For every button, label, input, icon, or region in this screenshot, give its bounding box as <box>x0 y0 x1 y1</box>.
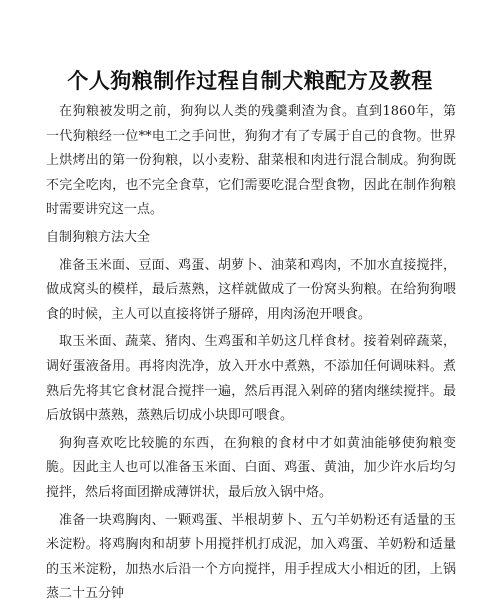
paragraph-method-3: 狗狗喜欢吃比较脆的东西，在狗粮的食材中才如黄油能够使狗粮变脆。因此主人也可以准备玉米面、白面、鸡蛋、黄油，加少许水后均匀搅拌，然后将面团擀成薄饼状，最后放入锅中烙。 <box>46 435 456 500</box>
paragraph-method-1: 准备玉米面、豆面、鸡蛋、胡萝卜、油菜和鸡肉，不加水直接搅拌，做成窝头的模样，最后蒸熟，这样就做成了一份窝头狗粮。在给狗狗喂食的时候，主人可以直接将饼子掰碎，用肉汤泡开喂食。 <box>46 257 456 322</box>
section-heading: 自制狗粮方法大全 <box>46 229 151 245</box>
article-body <box>46 100 456 610</box>
paragraph-method-4: 准备一块鸡胸肉、一颗鸡蛋、半根胡萝卜、五勺羊奶粉还有适量的玉米淀粉。将鸡胸肉和胡萝卜用搅拌机打成泥，加入鸡蛋、羊奶粉和适量的玉米淀粉，加热水后沿一个方向搅拌，用手捏成大小相近的团，上锅蒸二十五分钟 <box>46 512 456 602</box>
paragraph-method-2: 取玉米面、蔬菜、猪肉、生鸡蛋和羊奶这几样食材。接着剁碎蔬菜，调好蛋液备用。再将肉洗净，放入开水中煮熟，不添加任何调味料。煮熟后先将其它食材混合搅拌一遍，然后再混入剁碎的猪肉继续搅拌。最后放锅中蒸熟，蒸熟后切成小块即可喂食。 <box>46 334 456 424</box>
page-title: 个人狗粮制作过程自制犬粮配方及教程 <box>67 69 433 93</box>
paragraph-intro: 在狗粮被发明之前，狗狗以人类的残羹剩渣为食。直到1860年，第一代狗粮经一位**电工之手问世，狗狗才有了专属于自己的食物。世界上烘烤出的第一份狗粮，以小麦粉、甜菜根和肉进行混合制成。狗狗既不完全吃肉，也不完全食草，它们需要吃混合型食物，因此在制作狗粮时需要讲究这一点。 <box>46 104 456 218</box>
